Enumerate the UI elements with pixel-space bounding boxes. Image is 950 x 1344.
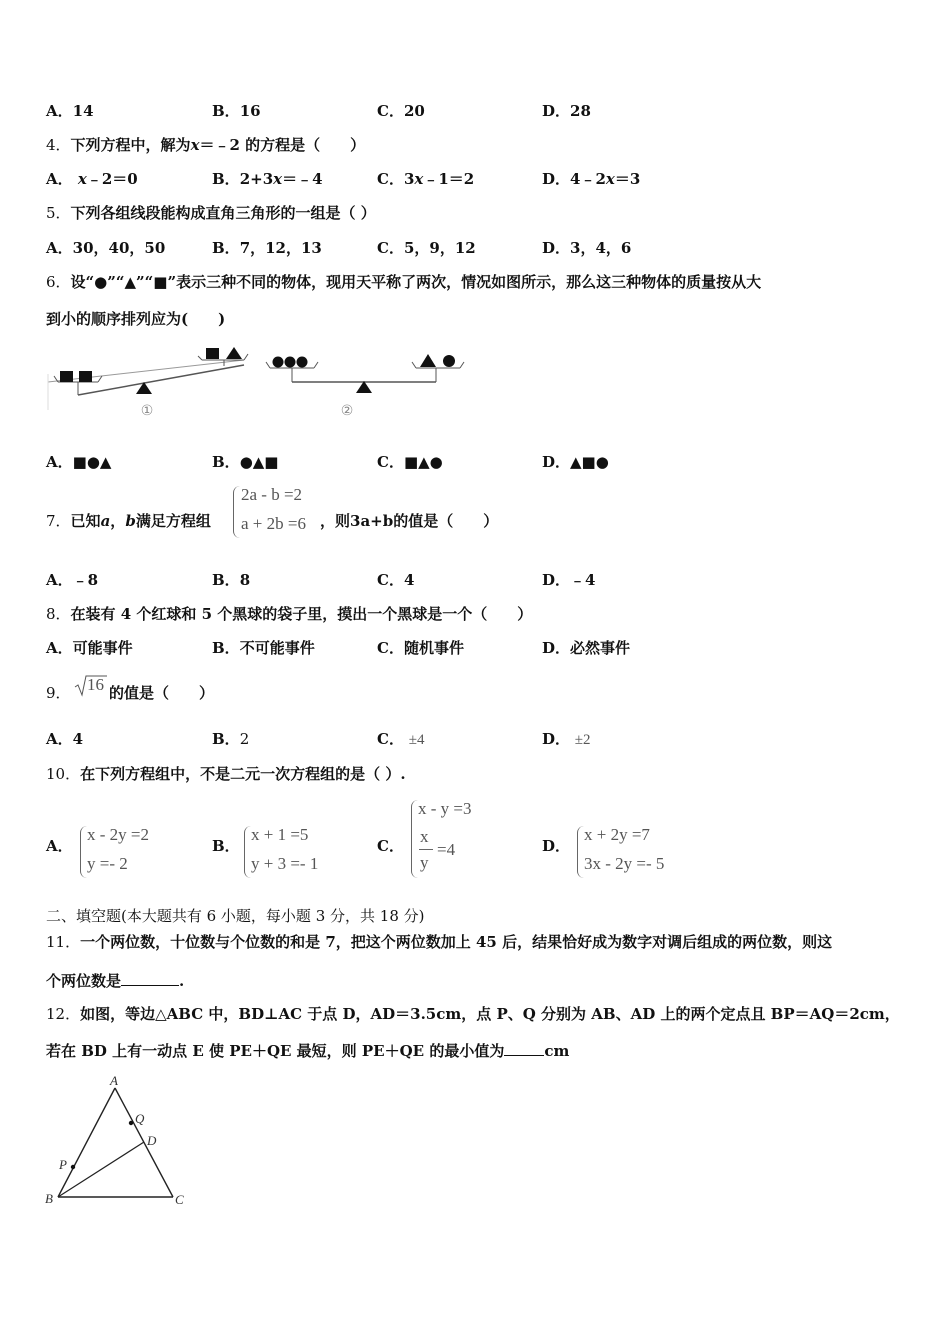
q11-line1: 11．一个两位数，十位数与个位数的和是 7，把这个两位数加上 45 后，结果恰好成为数字对调后组成的两位数，则这	[46, 933, 833, 951]
q9-option-a: A．4	[46, 730, 84, 748]
q4-option-b: B．2+3x＝﹣4	[212, 170, 323, 188]
q12-answer-blank[interactable]	[504, 1041, 544, 1056]
section-2-title: 二、填空题(本大题共有 6 小题，每小题 3 分，共 18 分)	[46, 907, 425, 925]
q6-option-b: B．●▲■	[212, 453, 279, 471]
circle-icon	[443, 355, 455, 367]
q5-option-a: A．30，40，50	[46, 239, 166, 257]
label-q: Q	[135, 1111, 145, 1126]
q6-balance-figure	[44, 338, 474, 420]
q10-option-d-eq1: x + 2y =7	[584, 825, 650, 844]
q8-option-d: D．必然事件	[542, 639, 631, 657]
label-b: B	[45, 1191, 53, 1206]
balance-1	[48, 347, 248, 419]
side-ab	[58, 1088, 115, 1197]
q11-answer-blank[interactable]	[121, 971, 179, 986]
q7-option-d: D．﹣4	[542, 571, 596, 589]
point-q	[129, 1121, 133, 1125]
q7-option-b: B．8	[212, 571, 251, 589]
triangle-icon	[420, 354, 436, 367]
q6-stem-line2: 到小的顺序排列应为( )	[46, 310, 226, 328]
q10-option-b-letter: B．	[212, 837, 240, 855]
q10-option-c-eq1: x - y =3	[418, 799, 472, 818]
point-p	[71, 1165, 75, 1169]
q5-option-c: C．5，9，12	[377, 239, 476, 257]
q10-option-c-frac-num: x	[420, 827, 429, 846]
triangle-icon	[356, 381, 372, 393]
q9-radicand: 16	[87, 675, 104, 694]
q10-option-c-brace	[411, 800, 418, 878]
q10-option-c-frac-bar	[419, 849, 433, 850]
q11-line2: 个两位数是 .	[46, 972, 185, 990]
q4-option-a: A． x﹣2＝0	[46, 170, 138, 188]
square-icon	[206, 348, 219, 359]
circle-icon	[297, 357, 308, 368]
q6-option-a: A．■●▲	[46, 453, 112, 471]
segment-bd	[58, 1142, 144, 1197]
q7-option-c: C．4	[377, 571, 415, 589]
q10-option-d-brace	[577, 826, 584, 878]
q10-option-c-frac-den: y	[420, 853, 429, 872]
q10-option-b-eq1: x + 1 =5	[251, 825, 309, 844]
svg-text:①: ①	[140, 403, 154, 419]
label-d: D	[147, 1133, 157, 1148]
q7-eq1: 2a - b =2	[241, 485, 303, 504]
q10-option-a-eq1: x - 2y =2	[87, 825, 149, 844]
q12-line1: 12．如图，等边△ABC 中，BD⊥AC 于点 D，AD＝3.5cm，点 P、Q 分别为 AB、AD 上的两个定点且 BP＝AQ＝2cm，	[46, 1005, 900, 1023]
q10-option-b-brace	[244, 826, 251, 878]
q3-option-b: B．16	[212, 102, 261, 120]
q5-option-b: B．7，12，13	[212, 239, 322, 257]
q6-option-c: C．■▲●	[377, 453, 443, 471]
q10-option-a-brace	[80, 826, 87, 878]
q4-option-c: C．3x﹣1＝2	[377, 170, 475, 188]
q6-option-d: D．▲■●	[542, 453, 609, 471]
q12-triangle-figure	[40, 1070, 200, 1210]
triangle-icon	[226, 347, 242, 359]
q4-stem: 4．下列方程中，解为x＝﹣2 的方程是（ ）	[46, 136, 366, 154]
q10-option-d-eq2: 3x - 2y =- 5	[584, 854, 665, 873]
q10-option-a-letter: A．	[46, 837, 73, 855]
circle-icon	[285, 357, 296, 368]
square-icon	[60, 371, 73, 382]
q10-option-d-letter: D．	[542, 837, 571, 855]
q3-option-c: C．20	[377, 102, 425, 120]
q8-option-b: B．不可能事件	[212, 639, 315, 657]
label-p: P	[59, 1157, 67, 1172]
q10-option-c-letter: C．	[377, 837, 404, 855]
q4-option-d: D．4﹣2x＝3	[542, 170, 641, 188]
q5-stem: 5．下列各组线段能构成直角三角形的一组是（ ）	[46, 204, 376, 222]
label-c: C	[175, 1192, 184, 1207]
q5-option-d: D．3，4，6	[542, 239, 632, 257]
q7-tail: ，则3a+b的值是（ ）	[320, 512, 499, 530]
q10-option-c-eq2-tail: =4	[437, 840, 456, 859]
q6-stem-line1: 6．设“●”“▲”“■”表示三种不同的物体，现用天平称了两次，情况如图所示，那么这三种物体的质量按从大	[46, 273, 762, 291]
q9-stem: 9．	[46, 684, 71, 702]
q9-option-d: D． ±2	[542, 730, 591, 748]
square-icon	[79, 371, 92, 382]
q3-option-a: A．14	[46, 102, 94, 120]
q9-option-c: C． ±4	[377, 730, 425, 748]
circle-icon	[273, 357, 284, 368]
q10-option-b-eq2: y + 3 =- 1	[251, 854, 319, 873]
q8-option-a: A．可能事件	[46, 639, 133, 657]
q8-stem: 8．在装有 4 个红球和 5 个黑球的袋子里，摸出一个黑球是一个（ ）	[46, 605, 533, 623]
q9-option-b: B．2	[212, 730, 250, 748]
q8-option-c: C．随机事件	[377, 639, 464, 657]
q7-eq2: a + 2b =6	[241, 514, 306, 533]
label-a: A	[110, 1073, 118, 1088]
q7-stem: 7．已知a，b满足方程组	[46, 512, 211, 530]
q3-option-d: D．28	[542, 102, 591, 120]
q7-option-a: A．﹣8	[46, 571, 99, 589]
q7-system-brace	[233, 486, 240, 538]
q10-option-a-eq2: y =- 2	[87, 854, 128, 873]
q12-line2: 若在 BD 上有一动点 E 使 PE＋QE 最短，则 PE＋QE 的最小值为 cm	[46, 1042, 570, 1060]
svg-text:②: ②	[340, 403, 354, 419]
balance-2	[266, 354, 464, 419]
q10-stem: 10．在下列方程组中，不是二元一次方程组的是（ ）.	[46, 765, 406, 783]
q9-stem-text: 的值是（ ）	[109, 684, 215, 702]
